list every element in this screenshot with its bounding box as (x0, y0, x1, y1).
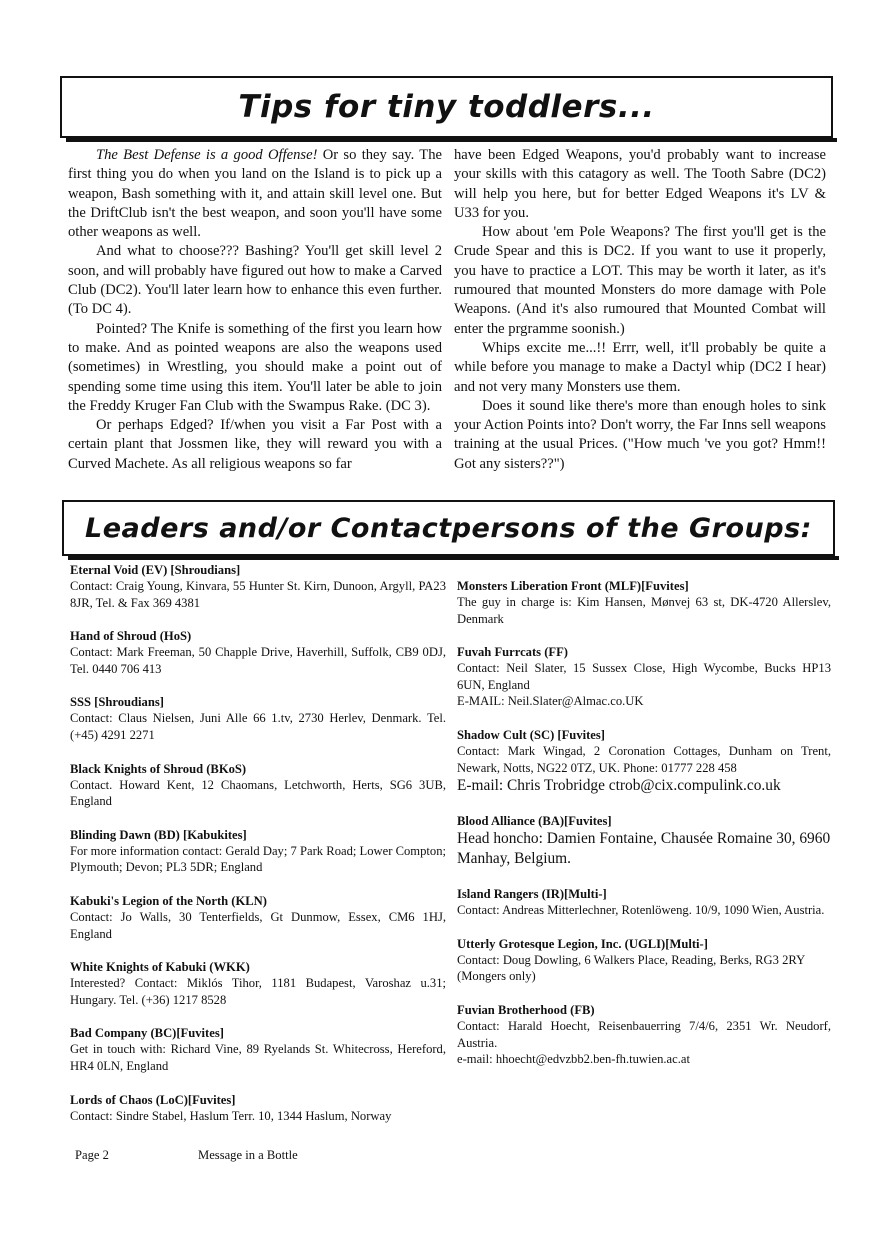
group-name: Fuvah Furrcats (FF) (457, 645, 568, 660)
group-contact: The guy in charge is: Kim Hansen, Mønvej 63 st, DK-4720 Allerslev, Denmark (457, 595, 831, 626)
group-name: Hand of Shroud (HoS) (70, 629, 192, 644)
group-entry (457, 1002, 831, 1068)
group-name: Blood Alliance (BA)[Fuvites] (457, 814, 612, 829)
group-entry (70, 628, 446, 677)
tips-paragraph: Whips excite me...!! Errr, well, it'll probably be quite a while before you manage to make a Dactyl whip (DC2 I hear) and not very many Monsters use them. (454, 339, 826, 395)
group-contact: For more information contact: Gerald Day; 7 Park Road; Lower Compton; Plymouth; Devon; PL3 5DR; England (70, 843, 446, 875)
group-name: Black Knights of Shroud (BKoS) (70, 761, 247, 776)
group-entry (70, 1092, 446, 1125)
group-name: Island Rangers (IR)[Multi-] (457, 887, 607, 902)
group-contact: Contact: Claus Nielsen, Juni Alle 66 1.tv, 2730 Herlev, Denmark. Tel. (+45) 4291 2271 (70, 711, 446, 742)
group-email: E-mail: Chris Trobridge ctrob@cix.compulink.co.uk (457, 777, 781, 795)
group-contact: Head honcho: Damien Fontaine, Chausée Romaine 30, 6960 Manhay, Belgium. (457, 830, 831, 868)
tips-paragraph: Pointed? The Knife is something of the first you learn how to make. And as pointed weapons are also the weapons used (sometimes) in Wrestling, you should make a point out of spending some time using this item. You'll later be able to join the Freddy Kruger Fan Club with the Swampus Rake. (DC 3). (68, 320, 442, 414)
group-name: Eternal Void (EV) [Shroudians] (70, 563, 241, 577)
group-name: Blinding Dawn (BD) [Kabukites] (70, 827, 247, 842)
group-name: Shadow Cult (SC) [Fuvites] (457, 727, 605, 742)
group-contact: Contact: Sindre Stabel, Haslum Terr. 10, 1344 Haslum, Norway (70, 1108, 392, 1123)
group-contact: Contact. Howard Kent, 12 Chaomans, Letchworth, Herts, SG6 3UB, England (70, 777, 446, 809)
group-contact: Contact: Neil Slater, 15 Sussex Close, High Wycombe, Bucks HP13 6UN, England (457, 661, 831, 692)
tips-left-column (68, 146, 442, 474)
group-contact: Contact: Mark Wingad, 2 Coronation Cottages, Dunham on Trent, Newark, Notts, NG22 0TZ, UK. Phone: 01777 228 458 (457, 743, 831, 775)
group-name: Bad Company (BC)[Fuvites] (70, 1026, 224, 1041)
group-entry (457, 936, 831, 985)
group-contact: Contact: Doug Dowling, 6 Walkers Place, Reading, Berks, RG3 2RY (457, 952, 806, 967)
tips-title: Tips for tiny toddlers... (238, 89, 655, 125)
magazine-name: Message in a Bottle (198, 1148, 298, 1162)
tips-right-column (454, 146, 826, 474)
group-entry (457, 578, 831, 627)
group-contact: Contact: Craig Young, Kinvara, 55 Hunter St. Kirn, Dunoon, Argyll, PA23 8JR, Tel. & Fax 369 4381 (70, 579, 446, 610)
group-entry (70, 562, 446, 611)
group-entry (70, 694, 446, 743)
group-entry (70, 1025, 446, 1074)
groups-left-column (70, 562, 446, 1141)
group-entry (457, 727, 831, 796)
group-entry (457, 644, 831, 710)
tips-paragraph: How about 'em Pole Weapons? The first you'll get is the Crude Spear and this is DC2. If you want to use it properly, you have to practice a LOT. This may be worth it later, as it's rumoured that mounted Monsters do more damage with Pole Weapons. (And it's also rumoured that Mounted Combat will enter the prgramme soonish.) (454, 224, 826, 337)
group-email: E-MAIL: Neil.Slater@Almac.co.UK (457, 694, 644, 709)
group-note: (Mongers only) (457, 969, 536, 984)
tips-paragraph: have been Edged Weapons, you'd probably want to increase your skills with this catagory as well. The Tooth Sabre (DC2) will help you here, but for better Edged Weapons it's LV & U33 for you. (454, 147, 826, 221)
leaders-title: Leaders and/or Contactpersons of the Groups: (85, 512, 812, 544)
group-contact: Contact: Mark Freeman, 50 Chapple Drive, Haverhill, Suffolk, CB9 0DJ, Tel. 0440 706 413 (70, 645, 446, 676)
group-name: Monsters Liberation Front (MLF)[Fuvites] (457, 579, 689, 593)
groups-right-column (457, 578, 831, 1085)
group-contact: Interested? Contact: Miklós Tihor, 1181 Budapest, Varoshaz u.31; Hungary. Tel. (+36) 1217 8528 (70, 976, 446, 1007)
page-number: Page 2 (75, 1148, 109, 1162)
group-contact: Contact: Andreas Mitterlechner, Rotenlöweng. 10/9, 1090 Wien, Austria. (457, 903, 825, 918)
tips-paragraph: And what to choose??? Bashing? You'll get skill level 2 soon, and will probably have figured out how to make a Carved Club (DC2). You'll later learn how to enhance this even further. (To DC 4). (68, 243, 442, 318)
group-contact: Contact: Jo Walls, 30 Tenterfields, Gt Dunmow, Essex, CM6 1HJ, England (70, 909, 446, 941)
group-contact: Get in touch with: Richard Vine, 89 Ryelands St. Whitecross, Hereford, HR4 0LN, England (70, 1042, 446, 1073)
group-entry (70, 893, 446, 942)
group-name: Kabuki's Legion of the North (KLN) (70, 893, 267, 908)
group-name: SSS [Shroudians] (70, 695, 164, 710)
group-contact: Contact: Harald Hoecht, Reisenbauerring 7/4/6, 2351 Wr. Neudorf, Austria. (457, 1018, 831, 1050)
tips-title-box (60, 76, 833, 138)
group-entry (457, 886, 831, 919)
group-entry (70, 827, 446, 876)
tips-paragraph: The Best Defense is a good Offense! Or so they say. The first thing you do when you land on the Island is to pick up a weapon, Bash something with it, and attain skill level one. But the DriftClub isn't the best weapon, and soon you'll have some other weapons as well. (68, 147, 442, 241)
group-name: Lords of Chaos (LoC)[Fuvites] (70, 1092, 236, 1107)
tips-lead-phrase: The Best Defense is a good Offense! (96, 147, 318, 163)
group-name: Utterly Grotesque Legion, Inc. (UGLI)[Multi-] (457, 936, 708, 951)
group-entry (457, 813, 831, 869)
group-name: White Knights of Kabuki (WKK) (70, 960, 250, 975)
tips-paragraph: Or perhaps Edged? If/when you visit a Far Post with a certain plant that Jossmen like, they will reward you with a Curved Machete. As all religious weapons so far (68, 417, 442, 472)
group-email: e-mail: hhoecht@edvzbb2.ben-fh.tuwien.ac.at (457, 1052, 690, 1067)
tips-paragraph: Does it sound like there's more than enough holes to sink your Action Points into? Don't worry, the Far Inns sell weapons training at the usual Prices. ("How much 've you got? Hmm!! Got any sisters??") (454, 397, 826, 472)
leaders-title-box (62, 500, 835, 556)
group-entry (70, 761, 446, 810)
group-entry (70, 959, 446, 1008)
group-name: Fuvian Brotherhood (FB) (457, 1002, 595, 1017)
